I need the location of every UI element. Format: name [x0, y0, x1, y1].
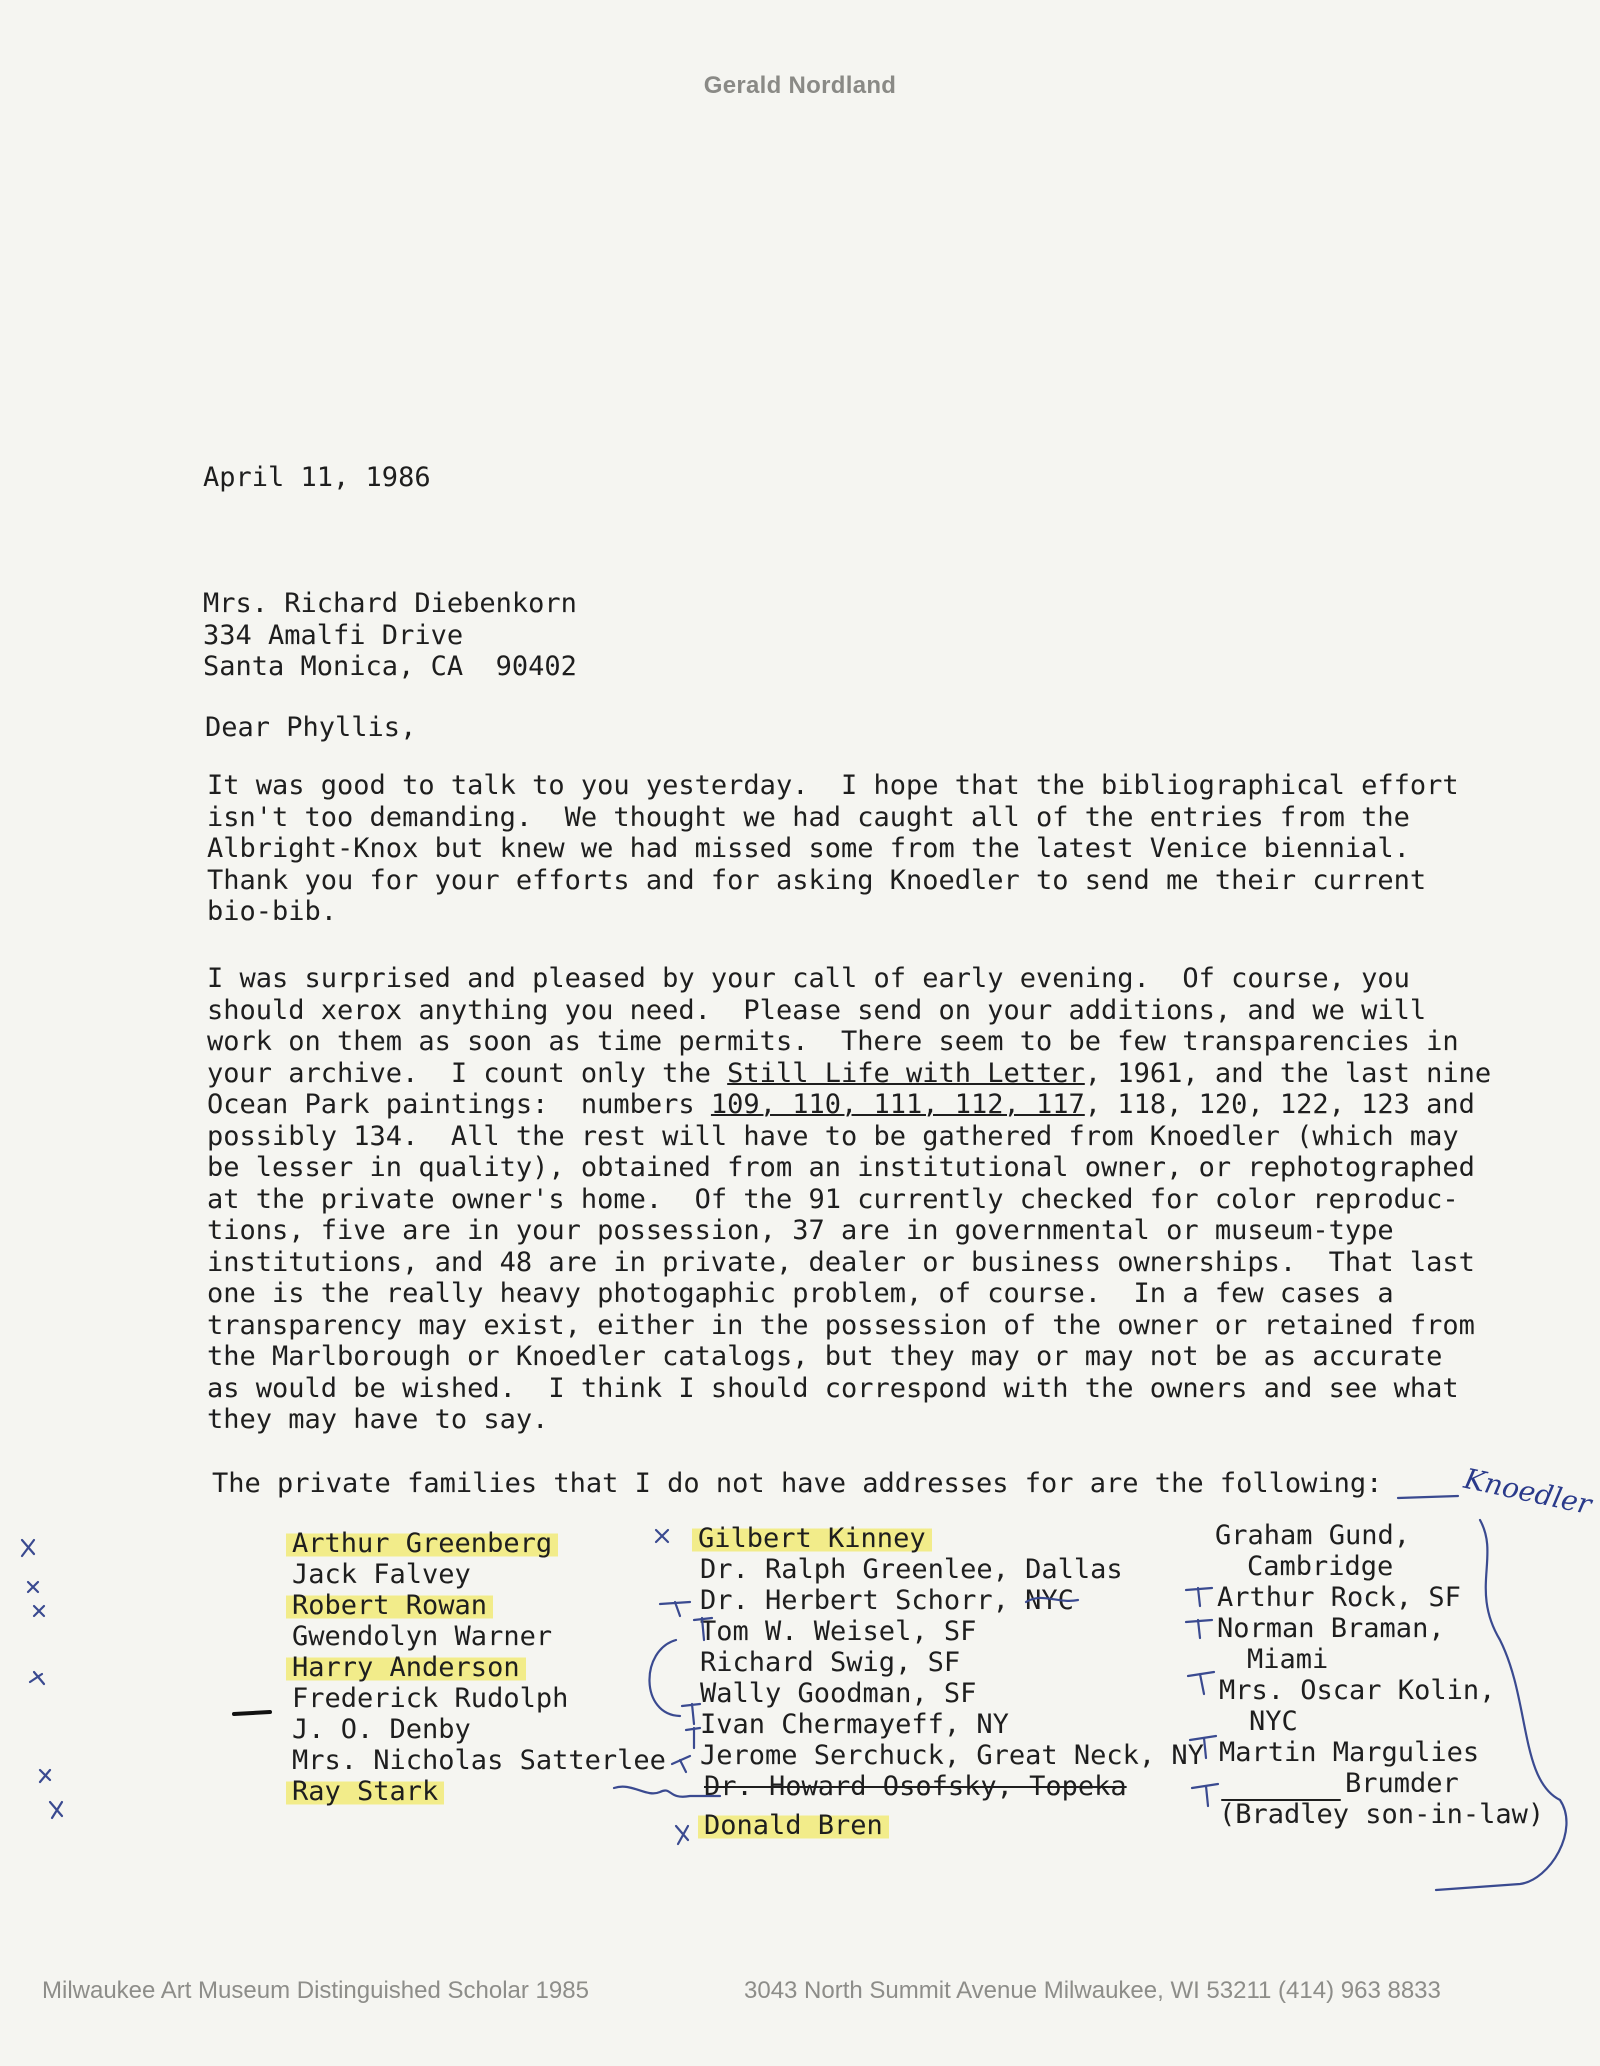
text-segment: , 118, 120, 122, 123 and: [1084, 1089, 1475, 1120]
name: NYC: [1249, 1706, 1298, 1737]
recipient-name: Mrs. Richard Diebenkorn: [203, 588, 577, 619]
tick-mark-icon: [1186, 1588, 1212, 1606]
letter-date: April 11, 1986: [203, 462, 431, 493]
name: Miami: [1247, 1644, 1329, 1675]
tick-mark-icon: [1188, 1672, 1214, 1694]
name-highlighted: Arthur Greenberg: [286, 1528, 558, 1559]
text-segment: Ocean Park paintings: numbers: [207, 1089, 711, 1120]
arrow-line-icon: [1398, 1496, 1458, 1498]
name: Jack Falvey: [292, 1559, 471, 1590]
name-highlighted: Gilbert Kinney: [692, 1523, 932, 1554]
name: Dr. Ralph Greenlee, Dallas: [700, 1554, 1123, 1585]
bracket-mark-icon: [649, 1640, 680, 1716]
paragraph-2-line: as would be wished. I think I should correspond with the owners and see what: [207, 1372, 1459, 1404]
x-mark-icon: [28, 1582, 38, 1592]
paragraph-2-line: they may have to say.: [207, 1404, 549, 1435]
letterhead-name: Gerald Nordland: [703, 72, 897, 99]
recipient-street: 334 Amalfi Drive: [203, 619, 464, 651]
tick-mark-icon: [1192, 1784, 1218, 1806]
paragraph-2-line: be lesser in quality), obtained from an institutional owner, or rephotographed: [207, 1152, 1475, 1183]
paragraph-2-line: the Marlborough or Knoedler catalogs, but they may or may not be as accurate: [207, 1341, 1443, 1372]
name-highlighted: Robert Rowan: [286, 1590, 493, 1621]
name-highlighted: Ray Stark: [286, 1776, 444, 1807]
tick-mark-icon: [1190, 1736, 1216, 1758]
paragraph-2-line: at the private owner's home. Of the 91 currently checked for color reproduc-: [207, 1183, 1459, 1215]
name: Norman Braman,: [1217, 1613, 1445, 1644]
text-segment: , 1961, and the last nine: [1084, 1057, 1492, 1089]
check-mark-icon: [30, 1672, 44, 1684]
painting-numbers-underlined: 109, 110, 111, 112, 117: [710, 1089, 1085, 1120]
scribble-mark-icon: [614, 1787, 720, 1797]
name: Arthur Rock, SF: [1217, 1582, 1461, 1613]
bracket-mark-icon: [1436, 1520, 1566, 1890]
x-mark-icon: [40, 1770, 50, 1782]
name-highlighted: Donald Bren: [698, 1810, 889, 1841]
paragraph-1-line: bio-bib.: [207, 896, 338, 927]
name: Ivan Chermayeff, NY: [700, 1709, 1009, 1740]
paragraph-2-line: transparency may exist, either in the possession of the owner or retained from: [207, 1309, 1475, 1341]
name: Richard Swig, SF: [700, 1647, 961, 1678]
name: Tom W. Weisel, SF: [700, 1616, 977, 1647]
name: Frederick Rudolph: [292, 1683, 569, 1714]
paragraph-1-line: Albright-Knox but knew we had missed some from the latest Venice biennial.: [207, 833, 1410, 864]
name-struck-through: Dr. Howard Osofsky, Topeka: [704, 1771, 1127, 1802]
name: Mrs. Nicholas Satterlee: [292, 1745, 666, 1776]
name-highlighted: Harry Anderson: [286, 1652, 526, 1683]
underline-scribble-icon: [1026, 1598, 1078, 1602]
x-mark-icon: [656, 1530, 668, 1542]
handwritten-note-knoedler: Knoedler: [1461, 1462, 1595, 1522]
x-mark-icon: [50, 1802, 62, 1818]
list-intro: The private families that I do not have addresses for are the following:: [212, 1468, 1383, 1499]
name: Dr. Herbert Schorr, NYC: [700, 1585, 1074, 1616]
salutation: Dear Phyllis,: [205, 712, 417, 743]
x-mark-icon: [34, 1606, 44, 1616]
paragraph-1-line: Thank you for your efforts and for asking Knoedler to send me their current: [207, 864, 1427, 896]
name: Cambridge: [1247, 1551, 1394, 1582]
paragraph-2-line: possibly 134. All the rest will have to be gathered from Knoedler (which may: [207, 1120, 1459, 1152]
tick-mark-icon: [660, 1602, 690, 1616]
name: Jerome Serchuck, Great Neck, NY: [700, 1740, 1204, 1771]
tick-mark-icon: [694, 1618, 712, 1640]
name: Gwendolyn Warner: [292, 1621, 553, 1652]
paragraph-2-line: I was surprised and pleased by your call of early evening. Of course, you: [207, 963, 1410, 994]
x-mark-icon: [22, 1540, 34, 1556]
paragraph-2-line: tions, five are in your possession, 37 are in governmental or museum-type: [207, 1215, 1394, 1246]
painting-title: Still Life with Letter: [727, 1057, 1085, 1089]
name: Martin Margulies: [1219, 1737, 1480, 1768]
name: Wally Goodman, SF: [700, 1678, 977, 1709]
tick-mark-icon: [682, 1704, 700, 1724]
footer-address: 3043 North Summit Avenue Milwaukee, WI 53211 (414) 963 8833: [744, 1977, 1441, 2004]
paragraph-2-line: institutions, and 48 are in private, dealer or business ownerships. That last: [207, 1246, 1475, 1278]
name: J. O. Denby: [292, 1714, 471, 1745]
tick-mark-icon: [686, 1728, 700, 1748]
name: (Bradley son-in-law): [1219, 1799, 1545, 1830]
recipient-city: Santa Monica, CA 90402: [203, 651, 577, 682]
paragraph-2-line: should xerox anything you need. Please send on your additions, and we will: [207, 994, 1427, 1026]
paragraph-1-line: It was good to talk to you yesterday. I hope that the bibliographical effort: [207, 770, 1459, 801]
tick-mark-icon: [1186, 1620, 1212, 1638]
dash-mark-icon: [234, 1712, 270, 1714]
name: Graham Gund,: [1215, 1520, 1411, 1551]
paragraph-2-line: one is the really heavy photogaphic problem, of course. In a few cases a: [207, 1278, 1394, 1309]
tick-mark-icon: [672, 1756, 690, 1772]
x-mark-icon: [676, 1826, 688, 1844]
footer-left: Milwaukee Art Museum Distinguished Scholar 1985: [42, 1977, 589, 2004]
name: Mrs. Oscar Kolin,: [1219, 1675, 1496, 1706]
name: Brumder: [1345, 1768, 1459, 1799]
text-segment: your archive. I count only the: [207, 1057, 728, 1089]
paragraph-2-line: work on them as soon as time permits. There seem to be few transparencies in: [207, 1026, 1459, 1057]
paragraph-1-line: isn't too demanding. We thought we had caught all of the entries from the: [207, 801, 1410, 833]
